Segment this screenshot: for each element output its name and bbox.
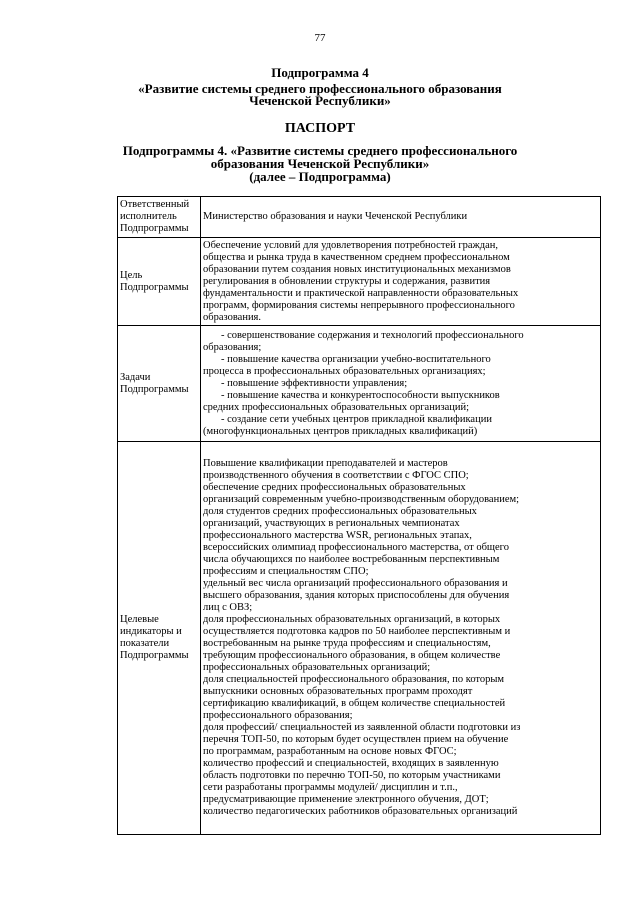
- row-content-line: организаций, участвующих в региональных чемпионатах: [203, 518, 460, 529]
- row-label-line: Ответственный: [120, 199, 190, 210]
- row-content-line: сертификацию квалификаций, в общем количестве специальностей: [203, 698, 506, 709]
- row-content-line: доля профессий/ специальностей из заявленной области подготовки из: [203, 722, 521, 733]
- row-content-line: Повышение квалификации преподавателей и мастеров: [203, 458, 448, 469]
- row-content-line: по программам, разработанным на основе новых ФГОС;: [203, 746, 457, 757]
- row-content-line: регулирования в обновлении структуры и содержания, развития: [203, 275, 491, 287]
- row-label-cell: [118, 197, 201, 238]
- passport-title-line-1: Подпрограммы 4. «Развитие системы среднего профессионального: [122, 143, 518, 158]
- row-label-cell: [118, 442, 201, 835]
- row-content-line: доля профессиональных образовательных организаций, в которых: [203, 614, 501, 625]
- row-content-line: осуществляется подготовка кадров по 50 наиболее перспективным и: [203, 626, 511, 637]
- row-label-line: исполнитель: [120, 211, 177, 222]
- row-label-line: Целевые: [120, 614, 159, 625]
- row-label-line: индикаторы и: [120, 626, 182, 637]
- row-label-cell: [118, 326, 201, 442]
- row-content-line: профессиональных образовательных организаций;: [203, 662, 431, 673]
- row-content-line: образования;: [203, 341, 262, 353]
- row-content-line: лиц с ОВЗ;: [203, 602, 253, 613]
- table-row-goal: [118, 238, 601, 326]
- row-content-line: количество педагогических работников образовательных организаций: [203, 806, 518, 817]
- row-content-line: производственного обучения в соответствии с ФГОС СПО;: [203, 470, 469, 481]
- row-content-line: востребованным на рынке труда профессиям и специальностям,: [203, 638, 491, 649]
- row-content-line: профессионального образования;: [203, 710, 353, 721]
- row-content-line: программ, формирования системы непрерывного профессионального: [203, 299, 515, 311]
- row-content-line: средних профессиональных образовательных организаций;: [203, 401, 470, 413]
- row-content-line: - повышение эффективности управления;: [221, 377, 408, 389]
- row-content-line: - совершенствование содержания и технологий профессионального: [221, 329, 524, 341]
- table-row-target-indicators: [118, 442, 601, 835]
- row-label-line: Подпрограммы: [120, 223, 189, 234]
- passport-title-line-3: (далее – Подпрограмма): [249, 169, 391, 184]
- row-content-line: перечня ТОП-50, по которым будет осуществлен прием на обучение: [203, 734, 509, 745]
- row-label-line: Цель: [120, 269, 143, 281]
- row-content-line: образовании путем создания новых институциональных механизмов: [203, 263, 511, 275]
- row-content-line: общества и рынка труда в качественном среднем профессиональном: [203, 251, 510, 263]
- row-content-cell: [201, 197, 601, 238]
- row-content-line: - создание сети учебных центров прикладной квалификации: [221, 413, 492, 425]
- row-content-line: профессионального мастерства WSR, региональных этапах,: [203, 530, 472, 541]
- row-label-line: Подпрограммы: [120, 281, 189, 293]
- row-content-line: обеспечение средних профессиональных образовательных: [203, 482, 466, 493]
- row-content-line: всероссийских олимпиад профессионального мастерства, от общего: [203, 542, 509, 553]
- page-number: 77: [314, 32, 326, 44]
- row-content-line: доля специальностей профессионального образования, по которым: [203, 674, 505, 685]
- row-content-line: требующим профессионального образования, в общем количестве: [203, 650, 501, 661]
- row-content-line: высшего образования, здания которых приспособлены для обучения: [203, 590, 510, 601]
- row-content-line: Обеспечение условий для удовлетворения потребностей граждан,: [203, 239, 499, 251]
- row-content-line: образования.: [203, 311, 262, 323]
- row-content-line: предусматривающие применение электронного обучения, ДОТ;: [203, 794, 489, 805]
- row-content-cell: [201, 442, 601, 835]
- row-label-line: Задачи: [120, 371, 151, 383]
- subprogram-heading: Подпрограмма 4: [271, 65, 369, 80]
- row-content-cell: [201, 238, 601, 326]
- row-label-line: показатели: [120, 638, 170, 649]
- row-content-cell: [201, 326, 601, 442]
- row-content-line: Министерство образования и науки Чеченской Республики: [203, 211, 468, 222]
- row-content-line: область подготовки по перечню ТОП-50, по которым участниками: [203, 770, 501, 781]
- passport-table: [117, 196, 601, 835]
- row-content-line: количество профессий и специальностей, входящих в заявленную: [203, 758, 499, 769]
- subprogram-title-line-2: Чеченской Республики»: [249, 93, 391, 108]
- row-content-line: удельный вес числа организаций профессионального образования и: [203, 578, 508, 589]
- row-content-line: - повышение качества и конкурентоспособности выпускников: [221, 389, 500, 401]
- passport-heading: ПАСПОРТ: [284, 121, 356, 136]
- row-content-line: (многофункциональных центров прикладных квалификаций): [203, 425, 478, 437]
- row-content-line: числа обучающихся по наиболее востребованным перспективным: [203, 554, 500, 565]
- row-content-line: сети разработаны программы модулей/ дисциплин и т.п.,: [203, 782, 458, 793]
- row-content-line: доля студентов средних профессиональных образовательных: [203, 506, 477, 517]
- table-row-tasks: [118, 326, 601, 442]
- table-row-responsible-executor: [118, 197, 601, 238]
- row-content-line: процесса в профессиональных образовательных организациях;: [203, 365, 486, 377]
- row-content-line: фундаментальности и практической направленности образовательных: [203, 287, 519, 299]
- row-label-line: Подпрограммы: [120, 383, 189, 395]
- row-label-cell: [118, 238, 201, 326]
- row-content-line: профессиям и специальностям СПО;: [203, 566, 369, 577]
- row-content-line: организаций современным учебно-производственным оборудованием;: [203, 494, 520, 505]
- passport-title-line-2: образования Чеченской Республики»: [210, 156, 430, 171]
- row-content-line: - повышение качества организации учебно-воспитательного: [221, 353, 491, 365]
- row-label-line: Подпрограммы: [120, 650, 189, 661]
- subprogram-title-line-1: «Развитие системы среднего профессионального образования: [138, 81, 502, 96]
- row-content-line: выпускники основных образовательных программ проходят: [203, 686, 473, 697]
